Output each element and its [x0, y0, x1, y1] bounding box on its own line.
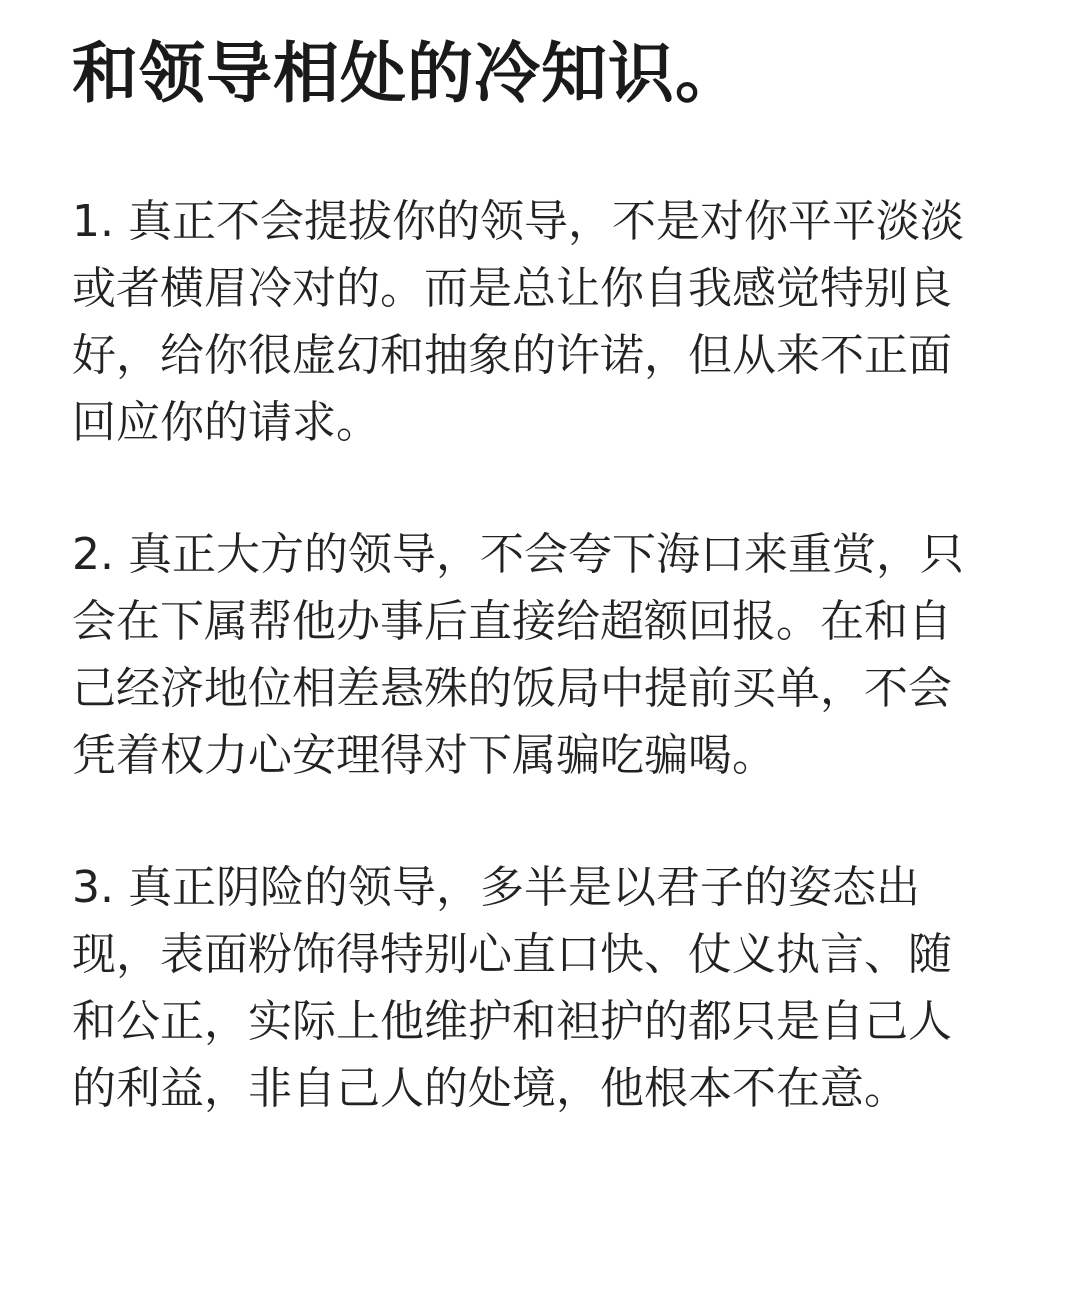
- article: [72, 30, 988, 1122]
- paragraph-3: 3. 真正阴险的领导，多半是以君子的姿态出现，表面粉饰得特别心直口快、仗义执言、随和公正，实际上他维护和袒护的都只是自己人的利益，非自己人的处境，他根本不在意。: [72, 862, 952, 1114]
- article-title: 和领导相处的冷知识。: [72, 35, 742, 112]
- paragraph-2: 2. 真正大方的领导，不会夸下海口来重赏，只会在下属帮他办事后直接给超额回报。在和自己经济地位相差悬殊的饭局中提前买单，不会凭着权力心安理得对下属骗吃骗喝。: [72, 529, 964, 781]
- paragraph-1: 1. 真正不会提拔你的领导，不是对你平平淡淡或者横眉冷对的。而是总让你自我感觉特别良好，给你很虚幻和抽象的许诺，但从来不正面回应你的请求。: [72, 196, 964, 448]
